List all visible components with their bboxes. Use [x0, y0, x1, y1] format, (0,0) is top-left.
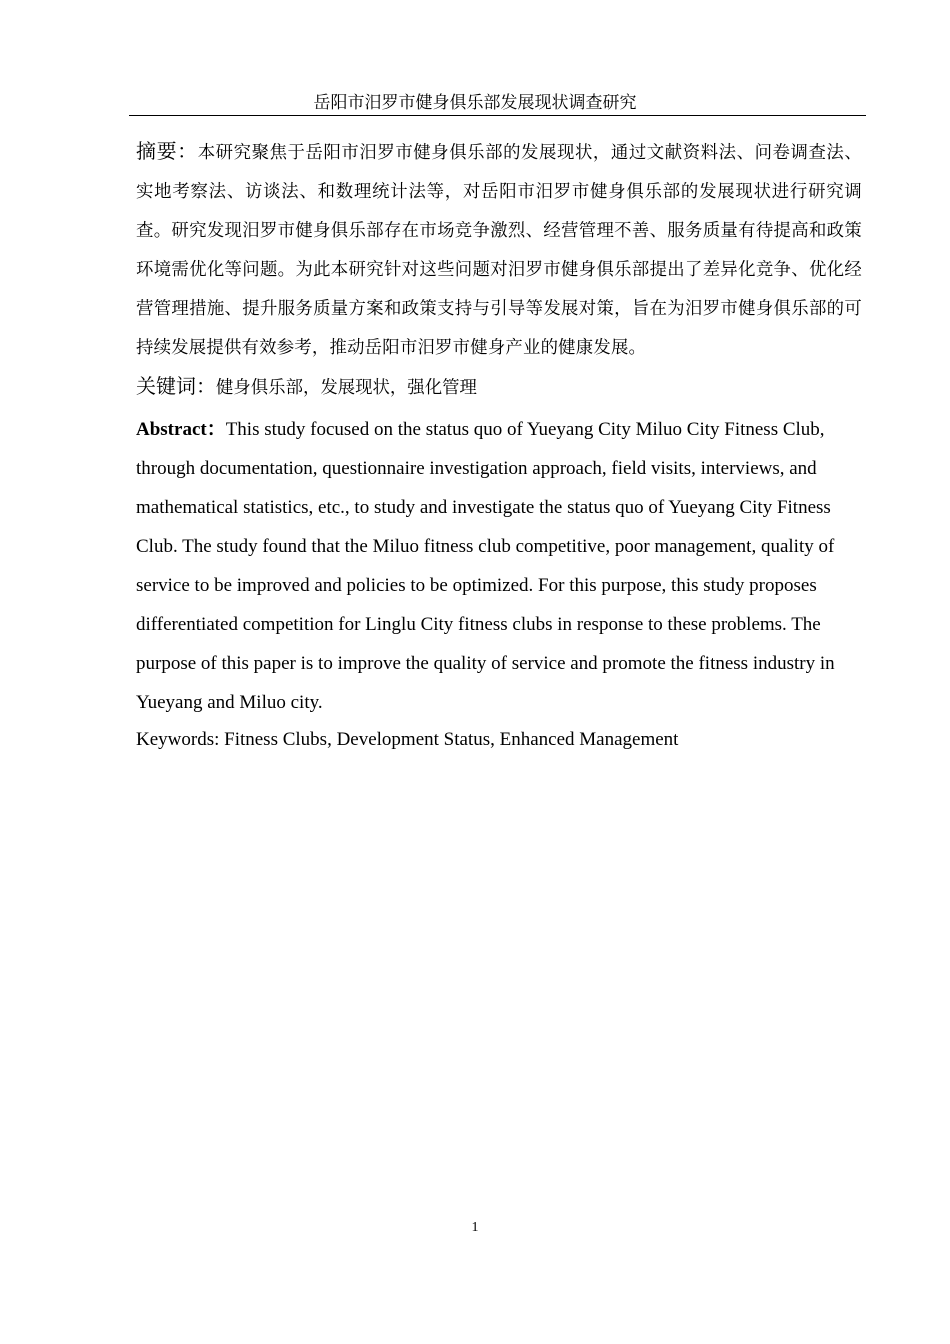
header-rule	[129, 115, 866, 116]
keywords-cn-label: 关键词：	[136, 374, 216, 398]
page-number: 1	[471, 1220, 479, 1235]
abstract-en-text: This study focused on the status quo of Yueyang City Miluo City Fitness Club, through documentation, questionnaire investigation approach, field visits, interviews, and mathematical statistics, etc., to study and investigate the status quo of Yueyang City Fitness Club. The study found that the Miluo fitness club competitive, poor management, quality of service to be improved and policies to be optimized. For this purpose, this study proposes differentiated competition for Linglu City fitness clubs in response to these problems. The purpose of this paper is to improve the quality of service and promote the fitness industry in Yueyang and Miluo city.	[136, 419, 835, 713]
page-body	[136, 132, 862, 758]
abstract-en	[136, 410, 846, 722]
abstract-en-label: Abstract：	[136, 419, 226, 440]
abstract-cn-label: 摘要：	[136, 139, 198, 163]
abstract-cn	[136, 132, 862, 368]
running-header-title: 岳阳市汨罗市健身俱乐部发展现状调查研究	[313, 93, 637, 113]
keywords-cn	[136, 368, 862, 406]
keywords-en: Keywords: Fitness Clubs, Development Status, Enhanced Management	[136, 729, 679, 750]
keywords-cn-text: 健身俱乐部，发展现状，强化管理	[216, 378, 477, 398]
abstract-cn-text: 本研究聚焦于岳阳市汨罗市健身俱乐部的发展现状，通过文献资料法、问卷调查法、实地考察法、访谈法、和数理统计法等，对岳阳市汨罗市健身俱乐部的发展现状进行研究调查。研究发现汨罗市健身俱乐部存在市场竞争激烈、经营管理不善、服务质量有待提高和政策环境需优化等问题。为此本研究针对这些问题对汨罗市健身俱乐部提出了差异化竞争、优化经营管理措施、提升服务质量方案和政策支持与引导等发展对策，旨在为汨罗市健身俱乐部的可持续发展提供有效参考，推动岳阳市汨罗市健身产业的健康发展。	[136, 143, 862, 358]
